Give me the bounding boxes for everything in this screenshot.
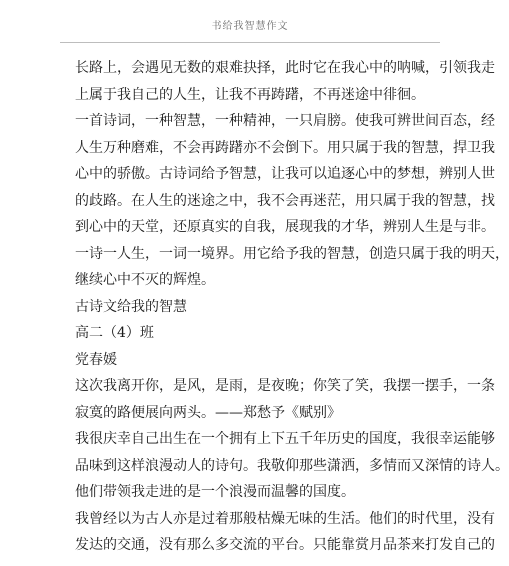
document-body [75,55,509,559]
text-line: 我很庆幸自己出生在一个拥有上下五千年历史的国度，我很幸运能够 [75,431,495,447]
text-line: 发达的交通，没有那么多交流的平台。只能靠赏月品茶来打发自己的 [75,537,495,553]
text-line: 继续心中不灭的辉煌。 [75,272,215,288]
text-line: 人生万种磨难，不会再踌躇亦不会倒下。用只属于我的智慧，捍卫我 [75,139,495,156]
text-line: 心中的骄傲。古诗词给予智慧，让我可以追逐心中的梦想，辨别人世 [75,166,495,182]
text-line: 寂寞的路便展向两头。——郑愁予《赋别》 [75,404,341,421]
text-line: 他们带领我走进的是一个浪漫而温馨的国度。 [75,484,355,500]
text-line: 的歧路。在人生的迷途之中，我不会再迷茫，用只属于我的智慧，找 [75,192,495,209]
text-line: 我曾经以为古人亦是过着那般枯燥无味的生活。他们的时代里，没有 [75,510,495,527]
page-header [60,12,440,43]
text-line: 上属于我自己的人生，让我不再踌躇，不再迷途中徘徊。 [75,86,425,103]
text-line: 一诗一人生，一词一境界。用它给予我的智慧，创造只属于我的明天， [75,245,509,262]
text-line: 长路上，会遇见无数的艰难抉择，此时它在我心中的呐喊，引领我走 [75,60,495,76]
header-title: 书给我智慧作文 [211,21,289,32]
text-line: 这次我离开你，是风，是雨，是夜晚；你笑了笑，我摆一摆手，一条 [75,378,495,394]
class-label: 高二（4）班 [75,325,154,341]
essay-title: 古诗文给我的智慧 [75,298,187,315]
text-line: 一首诗词，一种智慧，一种精神，一只肩膀。使我可辨世间百态，经 [75,113,495,129]
text-line: 到心中的天堂，还原真实的自我，展现我的才华，辨别人生是与非。 [75,219,495,235]
text-line: 品味到这样浪漫动人的诗句。我敬仰那些潇洒，多情而又深情的诗人。 [75,457,509,474]
author-name: 党春媛 [75,351,117,368]
